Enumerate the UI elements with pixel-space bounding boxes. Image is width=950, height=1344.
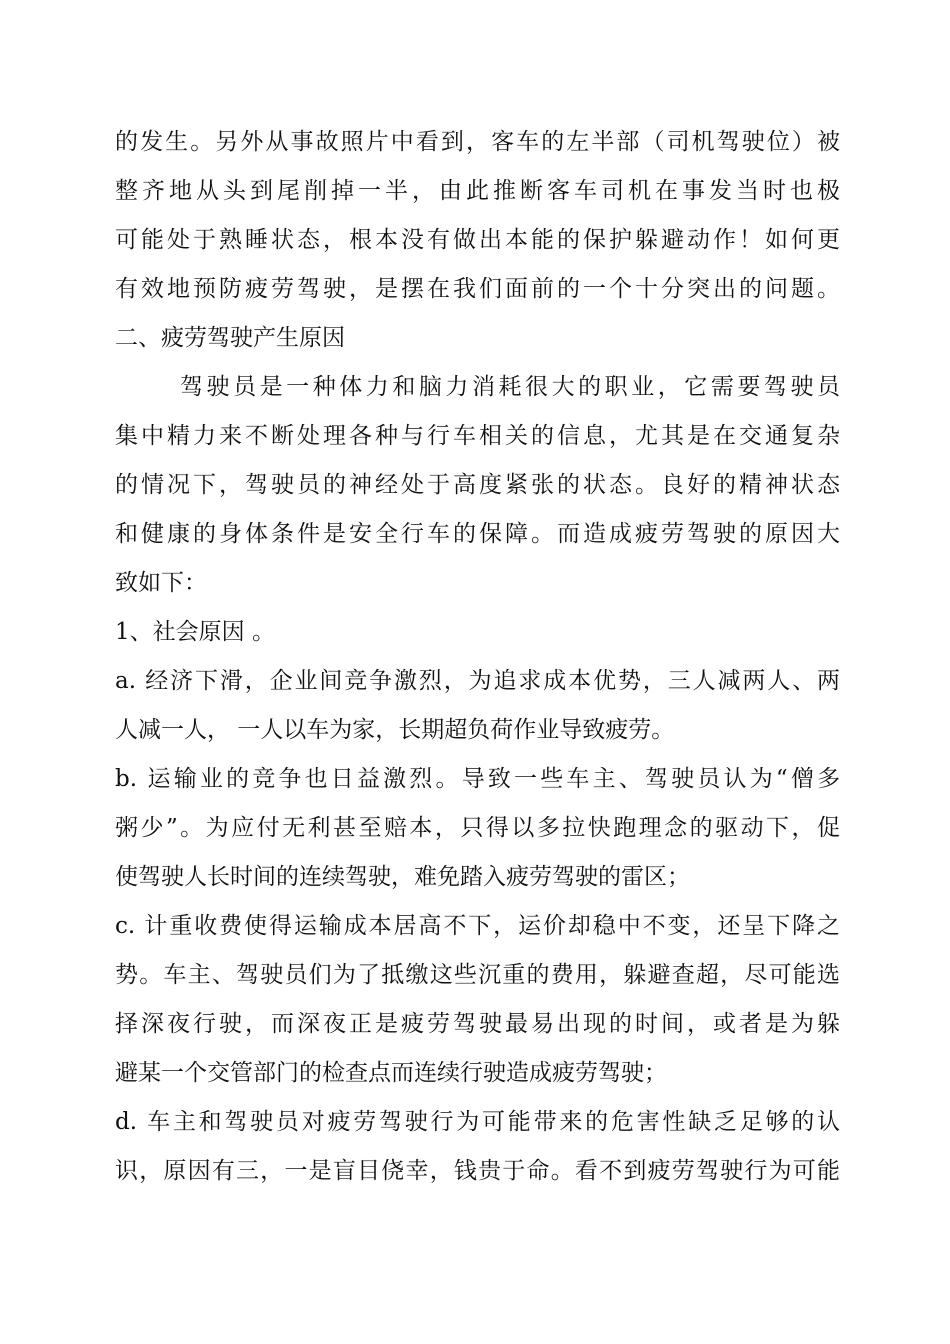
document-body <box>115 118 840 1196</box>
list-item-line: 人减一人， 一人以车为家，长期超负荷作业导致疲劳。 <box>115 717 675 743</box>
list-item-line: 粥少”。为应付无利甚至赔本，只得以多拉快跑理念的驱动下，促 <box>115 815 840 841</box>
section-heading: 二、疲劳驾驶产生原因 <box>115 325 345 351</box>
list-item-line: 择深夜行驶，而深夜正是疲劳驾驶最易出现的时间，或者是为躲 <box>115 1011 840 1037</box>
paragraph-line: 整齐地从头到尾削掉一半，由此推断客车司机在事发当时也极 <box>115 178 840 204</box>
subsection-heading: 1、社会原因 。 <box>115 619 275 645</box>
paragraph-line: 驾驶员是一种体力和脑力消耗很大的职业，它需要驾驶员 <box>180 374 840 400</box>
list-item-line: a. 经济下滑，企业间竞争激烈，为追求成本优势，三人减两人、两 <box>115 668 840 694</box>
paragraph-line: 的情况下，驾驶员的神经处于高度紧张的状态。良好的精神状态 <box>115 472 840 498</box>
list-item-line: 识，原因有三，一是盲目侥幸，钱贵于命。看不到疲劳驾驶行为可能 <box>115 1158 840 1184</box>
paragraph-line: 致如下： <box>115 570 207 596</box>
paragraph-line: 集中精力来不断处理各种与行车相关的信息，尤其是在交通复杂 <box>115 423 840 449</box>
list-item-line: c. 计重收费使得运输成本居高不下，运价却稳中不变，还呈下降之 <box>115 913 840 939</box>
list-item-line: b. 运输业的竞争也日益激烈。导致一些车主、驾驶员认为“僧多 <box>115 766 840 792</box>
paragraph-line: 有效地预防疲劳驾驶，是摆在我们面前的一个十分突出的问题。 <box>115 276 840 302</box>
list-item-line: d. 车主和驾驶员对疲劳驾驶行为可能带来的危害性缺乏足够的认 <box>115 1109 840 1135</box>
list-item-line: 势。车主、驾驶员们为了抵缴这些沉重的费用，躲避查超，尽可能选 <box>115 962 840 988</box>
list-item-line: 使驾驶人长时间的连续驾驶，难免踏入疲劳驾驶的雷区； <box>115 864 690 890</box>
paragraph-line: 可能处于熟睡状态，根本没有做出本能的保护躲避动作！如何更 <box>115 227 840 253</box>
paragraph-line: 和健康的身体条件是安全行车的保障。而造成疲劳驾驶的原因大 <box>115 521 840 547</box>
list-item-line: 避某一个交管部门的检查点而连续行驶造成疲劳驾驶； <box>115 1060 667 1086</box>
paragraph-line: 的发生。另外从事故照片中看到，客车的左半部（司机驾驶位）被 <box>115 129 840 155</box>
